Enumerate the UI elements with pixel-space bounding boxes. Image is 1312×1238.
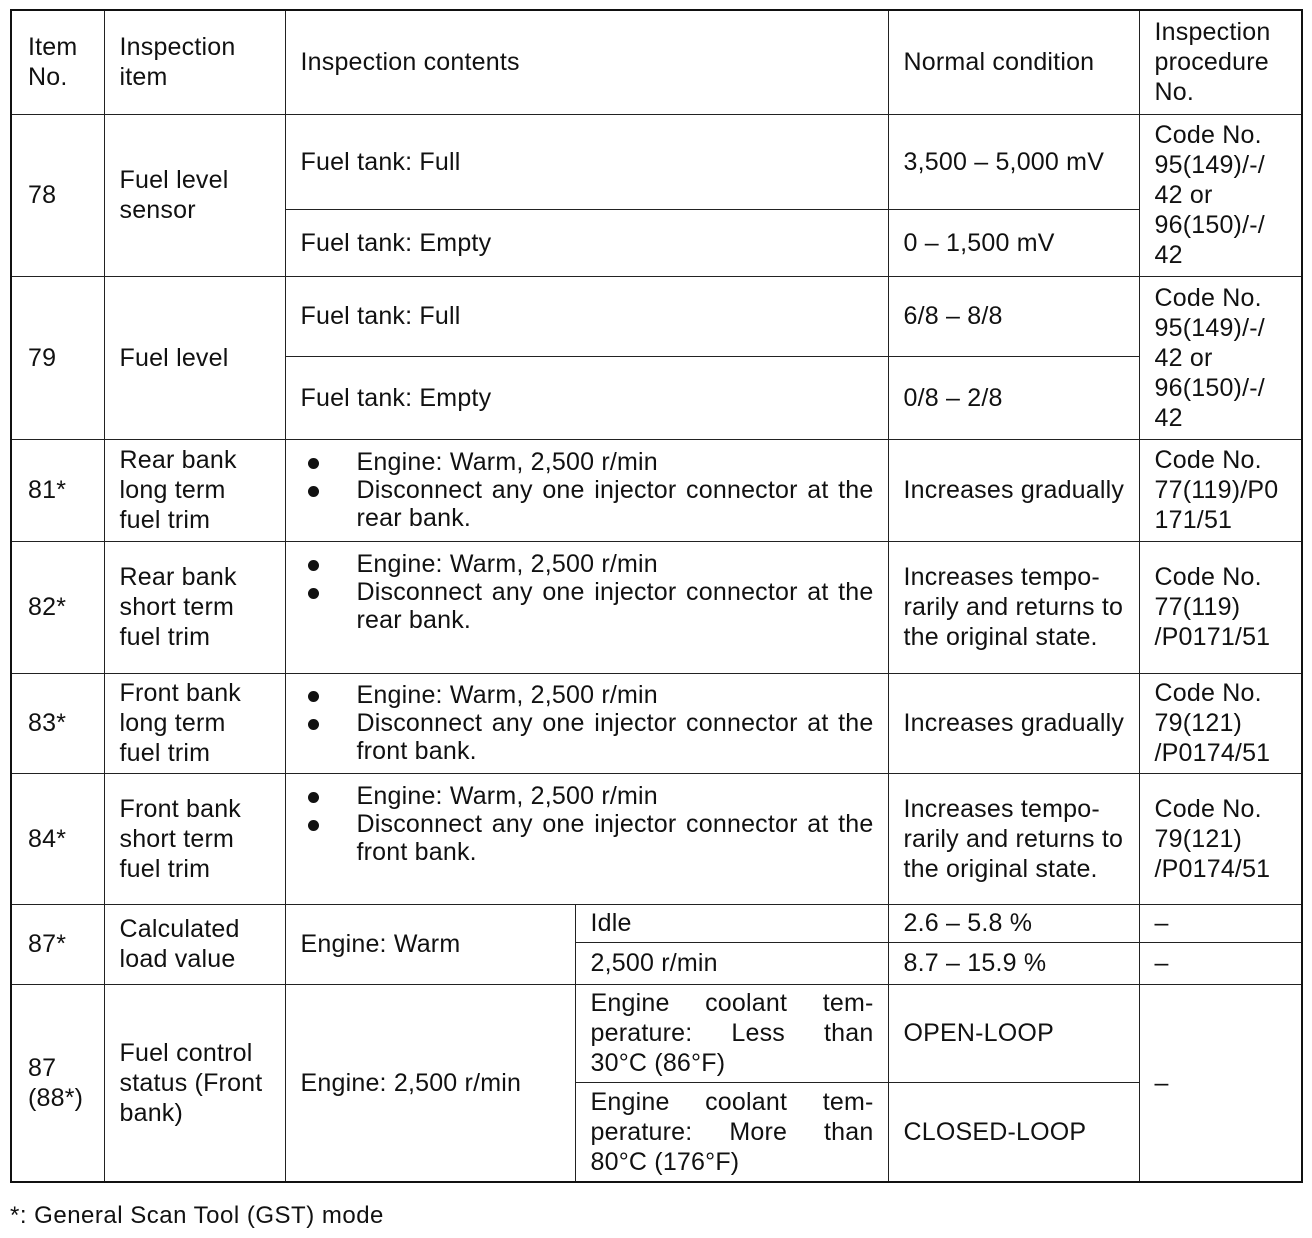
normal-condition: 6/8 – 8/8: [888, 276, 1139, 356]
procedure-no: –: [1139, 904, 1302, 942]
bullet-item: Disconnect any one injector connector at the front bank.: [301, 709, 874, 765]
header-inspection-contents: Inspection contents: [285, 10, 888, 114]
inspection-contents: Engine: 2,500 r/min: [285, 984, 575, 1182]
inspection-item: Fuel level sensor: [104, 114, 285, 276]
normal-condition: 3,500 – 5,000 mV: [888, 114, 1139, 209]
inspection-item: Fuel control status (Front bank): [104, 984, 285, 1182]
inspection-contents: Fuel tank: Full: [285, 276, 888, 356]
inspection-contents: [285, 773, 888, 904]
inspection-table: [10, 9, 1303, 1183]
table-row: [11, 114, 1302, 209]
header-row: [11, 10, 1302, 114]
inspection-item: Fuel level: [104, 276, 285, 439]
inspection-contents: [285, 673, 888, 773]
inspection-contents: Fuel tank: Full: [285, 114, 888, 209]
normal-condition: Increases gradually: [888, 439, 1139, 541]
bullet-item: Engine: Warm, 2,500 r/min: [301, 782, 874, 810]
table-row: [11, 276, 1302, 356]
inspection-item: Front bank long term fuel trim: [104, 673, 285, 773]
inspection-table-sheet: [10, 9, 1301, 1183]
header-normal-condition: Normal condition: [888, 10, 1139, 114]
inspection-item: Calculated load value: [104, 904, 285, 984]
inspection-contents: Fuel tank: Empty: [285, 209, 888, 276]
inspection-contents: Engine: Warm: [285, 904, 575, 984]
inspection-sub-condition: Idle: [575, 904, 888, 942]
item-number: 81*: [11, 439, 104, 541]
inspection-sub-condition: Engine coolant tem-perature: Less than 30°C (86°F): [575, 984, 888, 1082]
bullet-item: Engine: Warm, 2,500 r/min: [301, 681, 874, 709]
normal-condition: 2.6 – 5.8 %: [888, 904, 1139, 942]
bullet-item: Engine: Warm, 2,500 r/min: [301, 448, 874, 476]
procedure-no: Code No. 95(149)/-/ 42 or 96(150)/-/ 42: [1139, 276, 1302, 439]
item-number: 79: [11, 276, 104, 439]
table-row: [11, 439, 1302, 541]
inspection-item: Front bank short term fuel trim: [104, 773, 285, 904]
inspection-contents: [285, 541, 888, 673]
item-number: 83*: [11, 673, 104, 773]
procedure-no: Code No. 77(119)/P0 171/51: [1139, 439, 1302, 541]
procedure-no: Code No. 79(121) /P0174/51: [1139, 773, 1302, 904]
item-number: 78: [11, 114, 104, 276]
footnote: *: General Scan Tool (GST) mode: [10, 1202, 384, 1229]
bullet-item: Disconnect any one injector connector at the rear bank.: [301, 476, 874, 532]
table-row: [11, 673, 1302, 773]
table-row: [11, 773, 1302, 904]
inspection-contents: Fuel tank: Empty: [285, 356, 888, 439]
bullet-item: Disconnect any one injector connector at the front bank.: [301, 810, 874, 866]
item-number: 82*: [11, 541, 104, 673]
item-number: 84*: [11, 773, 104, 904]
header-procedure-no: Inspection procedure No.: [1139, 10, 1302, 114]
bullet-item: Engine: Warm, 2,500 r/min: [301, 550, 874, 578]
inspection-sub-condition: 2,500 r/min: [575, 942, 888, 984]
normal-condition: Increases gradually: [888, 673, 1139, 773]
procedure-no: –: [1139, 942, 1302, 984]
normal-condition: OPEN-LOOP: [888, 984, 1139, 1082]
inspection-sub-condition: Engine coolant tem-perature: More than 80°C (176°F): [575, 1082, 888, 1182]
procedure-no: Code No. 95(149)/-/ 42 or 96(150)/-/ 42: [1139, 114, 1302, 276]
normal-condition: 0 – 1,500 mV: [888, 209, 1139, 276]
normal-condition: 8.7 – 15.9 %: [888, 942, 1139, 984]
header-inspection-item: Inspection item: [104, 10, 285, 114]
normal-condition: Increases tempo-rarily and returns to the original state.: [888, 773, 1139, 904]
inspection-item: Rear bank long term fuel trim: [104, 439, 285, 541]
procedure-no: Code No. 79(121) /P0174/51: [1139, 673, 1302, 773]
header-item-no: Item No.: [11, 10, 104, 114]
inspection-contents: [285, 439, 888, 541]
table-row: [11, 984, 1302, 1082]
item-number: 87*: [11, 904, 104, 984]
table-row: [11, 541, 1302, 673]
normal-condition: CLOSED-LOOP: [888, 1082, 1139, 1182]
table-row: [11, 904, 1302, 942]
inspection-item: Rear bank short term fuel trim: [104, 541, 285, 673]
normal-condition: 0/8 – 2/8: [888, 356, 1139, 439]
procedure-no: –: [1139, 984, 1302, 1182]
bullet-item: Disconnect any one injector connector at the rear bank.: [301, 578, 874, 634]
procedure-no: Code No. 77(119) /P0171/51: [1139, 541, 1302, 673]
normal-condition: Increases tempo-rarily and returns to the original state.: [888, 541, 1139, 673]
item-number: 87 (88*): [11, 984, 104, 1182]
